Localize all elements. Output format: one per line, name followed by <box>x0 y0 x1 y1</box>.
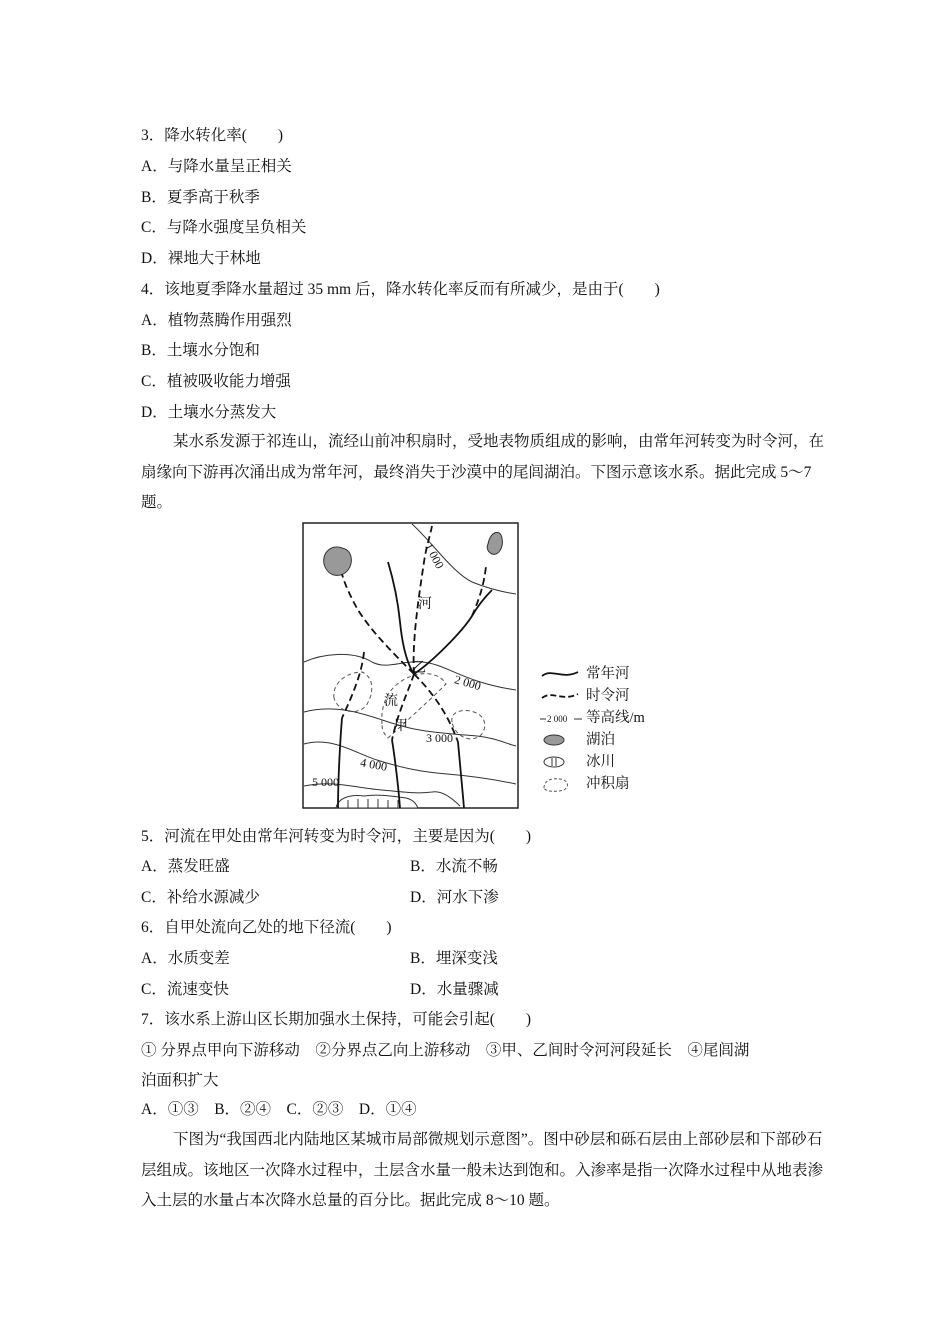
contour-label-5000: 5 000 <box>312 775 339 789</box>
contour-label-3000: 3 000 <box>426 731 453 745</box>
q7-statements-line1: ① 分界点甲向下游移动 ②分界点乙向上游移动 ③甲、乙间时令河河段延长 ④尾闾湖 <box>141 1042 750 1059</box>
perennial-river-icon <box>540 666 580 682</box>
map-label-liu: 流 <box>384 694 398 709</box>
glacier-icon <box>540 754 580 770</box>
contour-label-1000: 1 000 <box>421 540 447 572</box>
q5-stem: 5．河流在甲处由常年河转变为时令河，主要是因为( ) <box>141 828 532 845</box>
q6-option-c: C．流速变快 <box>141 981 229 998</box>
contour-line-icon <box>540 710 584 726</box>
q7-statements-line2: 泊面积扩大 <box>141 1072 219 1089</box>
q6-option-b: B．埋深变浅 <box>410 950 498 967</box>
q5-option-b: B．水流不畅 <box>410 858 498 875</box>
q4-stem: 4．该地夏季降水量超过 35 mm 后，降水转化率反而有所减少，是由于( ) <box>141 281 660 298</box>
map-label-he: 河 <box>418 597 432 612</box>
q4-option-d: D．土壤水分蒸发大 <box>141 404 277 421</box>
q3-option-d: D．裸地大于林地 <box>141 250 261 267</box>
q4-option-a: A．植物蒸腾作用强烈 <box>141 312 292 329</box>
contour-label-4000: 4 000 <box>359 755 389 774</box>
q6-option-d: D．水量骤减 <box>410 981 499 998</box>
q3-option-c: C．与降水强度呈负相关 <box>141 219 307 236</box>
q4-option-b: B．土壤水分饱和 <box>141 342 260 359</box>
q3-stem: 3．降水转化率( ) <box>141 127 284 144</box>
q6-option-a: A．水质变差 <box>141 950 230 967</box>
q3-option-b: B．夏季高于秋季 <box>141 189 260 206</box>
q7-stem: 7．该水系上游山区长期加强水土保持，可能会引起( ) <box>141 1011 532 1028</box>
q5-option-a: A．蒸发旺盛 <box>141 858 230 875</box>
seasonal-river-icon <box>540 688 580 704</box>
alluvial-fan-icon <box>540 776 580 792</box>
q3-option-a: A．与降水量呈正相关 <box>141 158 292 175</box>
contour-label-2000: 2 000 <box>452 672 483 694</box>
water-system-map <box>302 522 520 810</box>
q4-option-c: C．植被吸收能力增强 <box>141 373 291 390</box>
map-label-yi: 乙 <box>412 661 426 676</box>
lake-west <box>324 547 352 575</box>
q5-option-d: D．河水下渗 <box>410 889 499 906</box>
passage-water-system: 某水系发源于祁连山，流经山前冲积扇时，受地表物质组成的影响，由常年河转变为时令河，在扇缘向下游再次涌出成为常年河，最终消失于沙漠中的尾闾湖泊。下图示意该水系。据此完成 5～7 题。 <box>141 433 825 511</box>
passage-city-planning: 下图为“我国西北内陆地区某城市局部微规划示意图”。图中砂层和砾石层由上部砂层和下部砂石层组成。该地区一次降水过程中，土层含水量一般未达到饱和。入渗率是指一次降水过程中从地表渗入土层的水量占本次降水总量的百分比。据此完成 8～10 题。 <box>141 1131 824 1209</box>
map-label-jia: 甲 <box>394 719 408 734</box>
svg-text:2 000: 2 000 <box>547 714 568 724</box>
lake-icon <box>540 732 580 748</box>
q6-stem: 6．自甲处流向乙处的地下径流( ) <box>141 919 392 936</box>
q7-choices: A．①③ B．②④ C．②③ D．①④ <box>141 1101 417 1118</box>
q5-option-c: C．补给水源减少 <box>141 889 260 906</box>
